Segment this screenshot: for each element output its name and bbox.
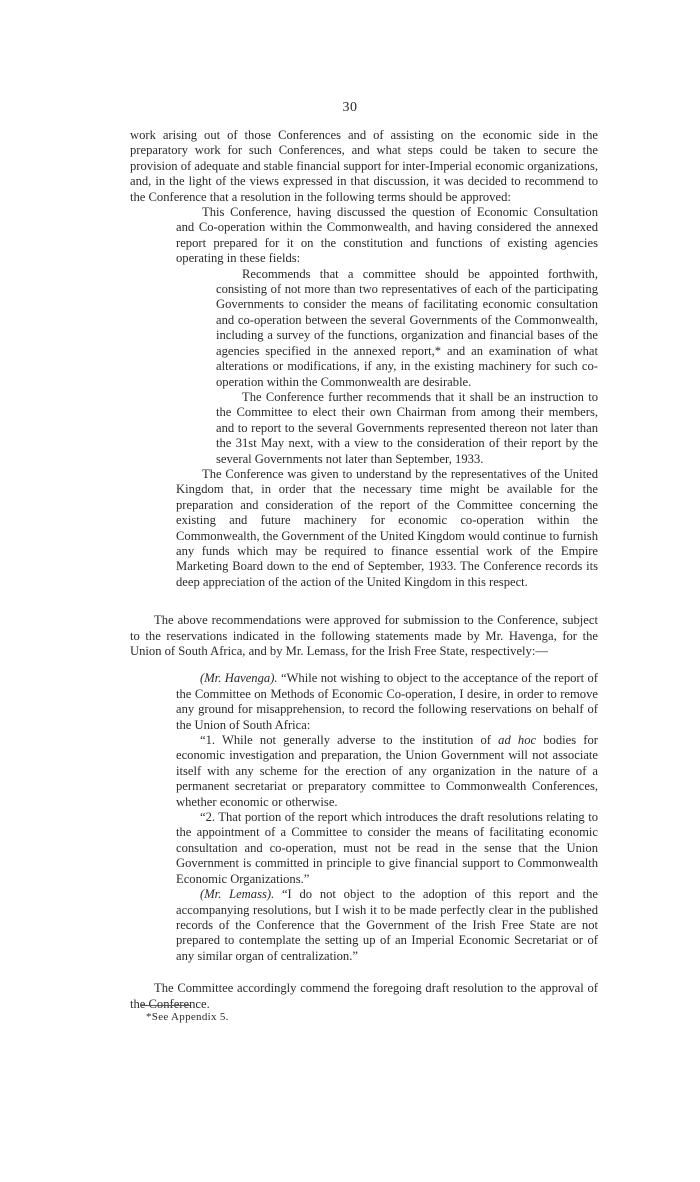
lemass-paragraph bbox=[176, 887, 598, 964]
havenga-statement: “While not wishing to object to the acceptance of the report of the Committee on Methods of Economic Co-operation, I desire, in order to remove any ground for misapprehension, to record the following reservations on behalf of the Union of South Africa: bbox=[176, 671, 599, 732]
recommends-paragraph: Recommends that a committee should be appointed forthwith, consisting of not more than two representatives of each of the participating Governments to consider the means of facilitating economic consultation and co-operation between the several Governments of the Commonwealth, including a survey of the functions, organization and financial bases of the agencies specified in the annexed report,* and an examination of what alterations or modifications, if any, in the existing machinery for such co-operation within the Commonwealth are desirable. bbox=[216, 266, 598, 389]
havenga-paragraph bbox=[176, 671, 598, 733]
havenga-speaker: (Mr. Havenga). bbox=[200, 671, 278, 686]
page-number: 30 bbox=[342, 100, 358, 115]
lemass-statement: “I do not object to the adoption of this report and the accompanying resolutions, but I wish it to be made perfectly clear in the published records of the Conference that the Government of the Irish Free State are not prepared to contemplate the setting up of an Imperial Economic Secretariat or of any similar organ of centralization.” bbox=[176, 887, 598, 963]
conclusion-paragraph: The Committee accordingly commend the foregoing draft resolution to the approval of the Conference. bbox=[130, 981, 598, 1011]
intro-paragraph: work arising out of those Conferences and of assisting on the economic side in the preparatory work for such Conferences, and what steps could be taken to secure the provision of adequate and stable financial support for inter-Imperial economic organizations, and, in the light of the views expressed in that discussion, it was decided to recommend to the Conference that a resolution in the following terms should be approved: bbox=[130, 128, 598, 204]
footnote: *See Appendix 5. bbox=[146, 1011, 229, 1023]
reservation-1-italic: ad hoc bbox=[498, 733, 537, 748]
footnote-divider bbox=[140, 1005, 190, 1006]
main-text bbox=[130, 128, 599, 1012]
resolution-body bbox=[176, 267, 598, 467]
statements-block bbox=[138, 671, 598, 964]
reservation-1-before: “1. While not generally adverse to the institution of bbox=[200, 733, 491, 748]
approved-paragraph: The above recommendations were approved for submission to the Conference, subject to the reservations indicated in the following statements made by Mr. Havenga, for the Union of South Africa, and by Mr. Lemass, for the Irish Free State, respectively:— bbox=[130, 613, 598, 658]
lemass-speaker: (Mr. Lemass). bbox=[200, 887, 275, 902]
uk-understanding-paragraph: The Conference was given to understand by the representatives of the United Kingdom that, in order that the necessary time might be available for the preparation and consideration of the report of the Committee concerning the existing and future machinery for economic co-operation within the Commonwealth, the Government of the United Kingdom would continue to furnish any funds which may be required to finance essential work of the Empire Marketing Board down to the end of September, 1933. The Conference records its deep appreciation of the action of the United Kingdom in this respect. bbox=[176, 466, 598, 589]
resolution-preamble: This Conference, having discussed the question of Economic Consultation and Co-operation within the Commonwealth, and having considered the annexed report prepared for it on the constitution and functions of existing agencies operating in these fields: bbox=[176, 205, 598, 266]
resolution-block bbox=[138, 205, 598, 590]
reservation-1 bbox=[176, 733, 598, 810]
reservation-1-after: bodies for economic investigation and preparation, the Union Government will not associate itself with any scheme for the erection of any organization in the nature of a permanent secretariat or preparatory committee to Commonwealth Conferences, whether economic or otherwise. bbox=[176, 733, 598, 809]
further-recommends-paragraph: The Conference further recommends that it shall be an instruction to the Committee to elect their own Chairman from among their members, and to report to the several Governments represented thereon not later than the 31st May next, with a view to the consideration of their report by the several Governments not later than September, 1933. bbox=[216, 389, 598, 466]
reservation-2: “2. That portion of the report which introduces the draft resolutions relating to the appointment of a Committee to consider the means of facilitating economic consultation and co-operation, must not be read in the sense that the Union Government is committed in principle to give financial support to Commonwealth Economic Organizations.” bbox=[176, 810, 598, 886]
